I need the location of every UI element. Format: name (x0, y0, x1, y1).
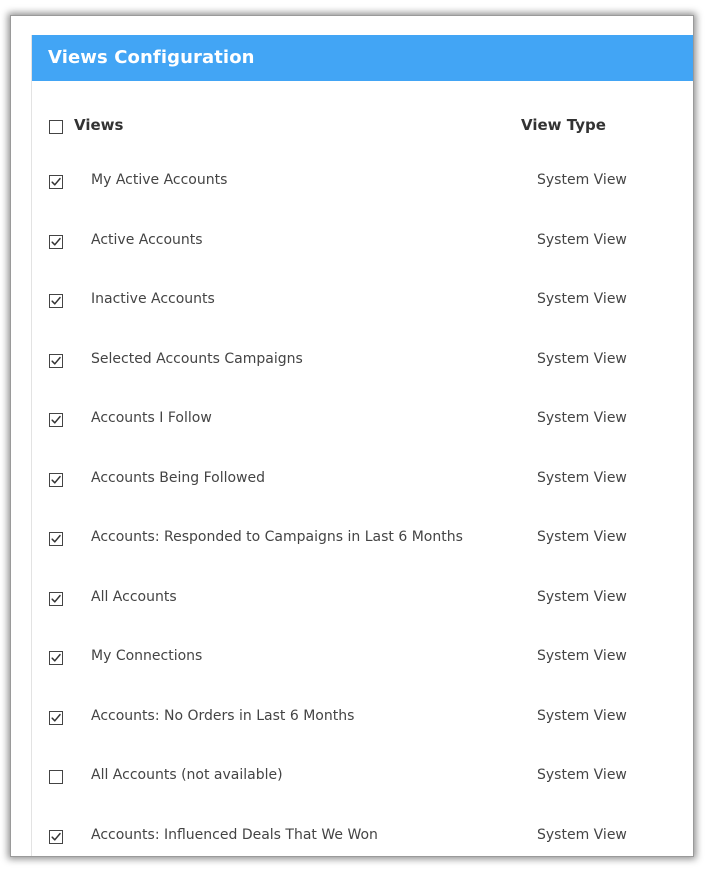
checkmark-icon (50, 236, 62, 248)
view-name: All Accounts (not available) (91, 767, 283, 783)
view-name: My Connections (91, 648, 203, 664)
view-name: My Active Accounts (91, 172, 228, 188)
checkmark-icon (50, 533, 62, 545)
row-checkbox[interactable] (49, 711, 63, 725)
view-name: Accounts: Responded to Campaigns in Last 6 Months (91, 529, 463, 545)
panel-title: Views Configuration (32, 35, 693, 81)
table-row (32, 351, 692, 371)
view-type: System View (537, 529, 627, 545)
view-type: System View (537, 827, 627, 843)
view-type: System View (537, 589, 627, 605)
checkmark-icon (50, 355, 62, 367)
checkmark-icon (50, 652, 62, 664)
table-header (32, 116, 692, 138)
table-row (32, 648, 692, 668)
table-row (32, 827, 692, 847)
view-name: Accounts: Influenced Deals That We Won (91, 827, 378, 843)
checkmark-icon (50, 295, 62, 307)
table-row (32, 232, 692, 252)
row-checkbox[interactable] (49, 592, 63, 606)
table-row (32, 410, 692, 430)
row-checkbox[interactable] (49, 830, 63, 844)
screenshot-frame (11, 16, 693, 856)
row-checkbox[interactable] (49, 770, 63, 784)
table-row (32, 470, 692, 490)
row-checkbox[interactable] (49, 651, 63, 665)
table-row (32, 291, 692, 311)
checkmark-icon (50, 831, 62, 843)
row-checkbox[interactable] (49, 473, 63, 487)
view-type: System View (537, 172, 627, 188)
view-type: System View (537, 232, 627, 248)
row-checkbox[interactable] (49, 413, 63, 427)
view-type: System View (537, 351, 627, 367)
view-type: System View (537, 410, 627, 426)
table-row (32, 172, 692, 192)
view-type: System View (537, 470, 627, 486)
view-name: Accounts Being Followed (91, 470, 266, 486)
column-header-view-type: View Type (521, 116, 606, 134)
table-row (32, 529, 692, 549)
row-checkbox[interactable] (49, 235, 63, 249)
view-name: Accounts: No Orders in Last 6 Months (91, 708, 355, 724)
checkmark-icon (50, 593, 62, 605)
column-header-views: Views (74, 116, 124, 134)
row-checkbox[interactable] (49, 175, 63, 189)
table-row (32, 708, 692, 728)
views-configuration-panel (31, 35, 693, 856)
row-checkbox[interactable] (49, 294, 63, 308)
checkmark-icon (50, 176, 62, 188)
table-row (32, 767, 692, 787)
checkmark-icon (50, 712, 62, 724)
view-type: System View (537, 767, 627, 783)
view-type: System View (537, 648, 627, 664)
view-name: Selected Accounts Campaigns (91, 351, 303, 367)
select-all-checkbox[interactable] (49, 120, 63, 134)
row-checkbox[interactable] (49, 354, 63, 368)
view-name: Inactive Accounts (91, 291, 215, 307)
view-type: System View (537, 291, 627, 307)
checkmark-icon (50, 474, 62, 486)
view-name: All Accounts (91, 589, 177, 605)
view-type: System View (537, 708, 627, 724)
checkmark-icon (50, 414, 62, 426)
table-row (32, 589, 692, 609)
view-name: Accounts I Follow (91, 410, 212, 426)
view-name: Active Accounts (91, 232, 203, 248)
row-checkbox[interactable] (49, 532, 63, 546)
